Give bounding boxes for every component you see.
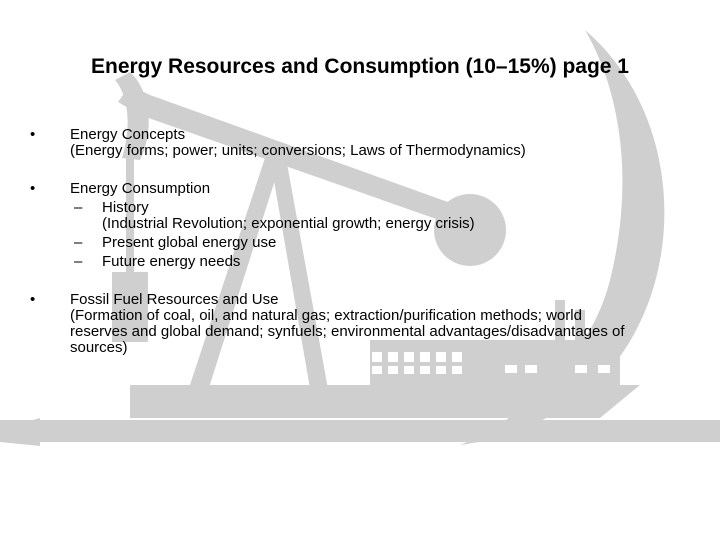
sub-item-label: Present global energy use	[102, 234, 277, 251]
bullet-energy-consumption	[30, 181, 680, 270]
bullet-detail: sources)	[70, 339, 128, 356]
sub-item-label: History	[102, 199, 149, 216]
bullet-heading: Energy Consumption	[70, 180, 211, 197]
slide-title: Energy Resources and Consumption (10–15%) page 1	[91, 55, 629, 78]
bullet-heading: Fossil Fuel Resources and Use	[70, 291, 279, 308]
bullet-marker: •	[30, 126, 36, 143]
sub-item-history	[70, 200, 680, 232]
bullet-energy-concepts	[30, 127, 680, 159]
bullet-marker: •	[30, 291, 36, 308]
bullet-detail: (Formation of coal, oil, and natural gas; extraction/purification methods; world	[70, 307, 582, 324]
refinery-base	[130, 385, 640, 418]
bullet-marker: •	[30, 180, 36, 197]
bullet-heading: Energy Concepts	[70, 126, 186, 143]
dash-marker: –	[74, 234, 83, 251]
bullet-list	[30, 127, 680, 378]
dash-marker: –	[74, 253, 83, 270]
sub-item-label: Future energy needs	[102, 253, 241, 270]
sub-item-detail: (Industrial Revolution; exponential growth; energy crisis)	[102, 215, 475, 232]
dash-marker: –	[74, 199, 83, 216]
bullet-detail: reserves and global demand; synfuels; environmental advantages/disadvantages of	[70, 323, 625, 340]
sub-item-present-use	[70, 235, 680, 251]
ground-bar	[0, 420, 720, 442]
bullet-fossil-fuel	[30, 292, 680, 356]
bullet-detail: (Energy forms; power; units; conversions; Laws of Thermodynamics)	[70, 142, 526, 159]
sub-item-future-needs	[70, 254, 680, 270]
